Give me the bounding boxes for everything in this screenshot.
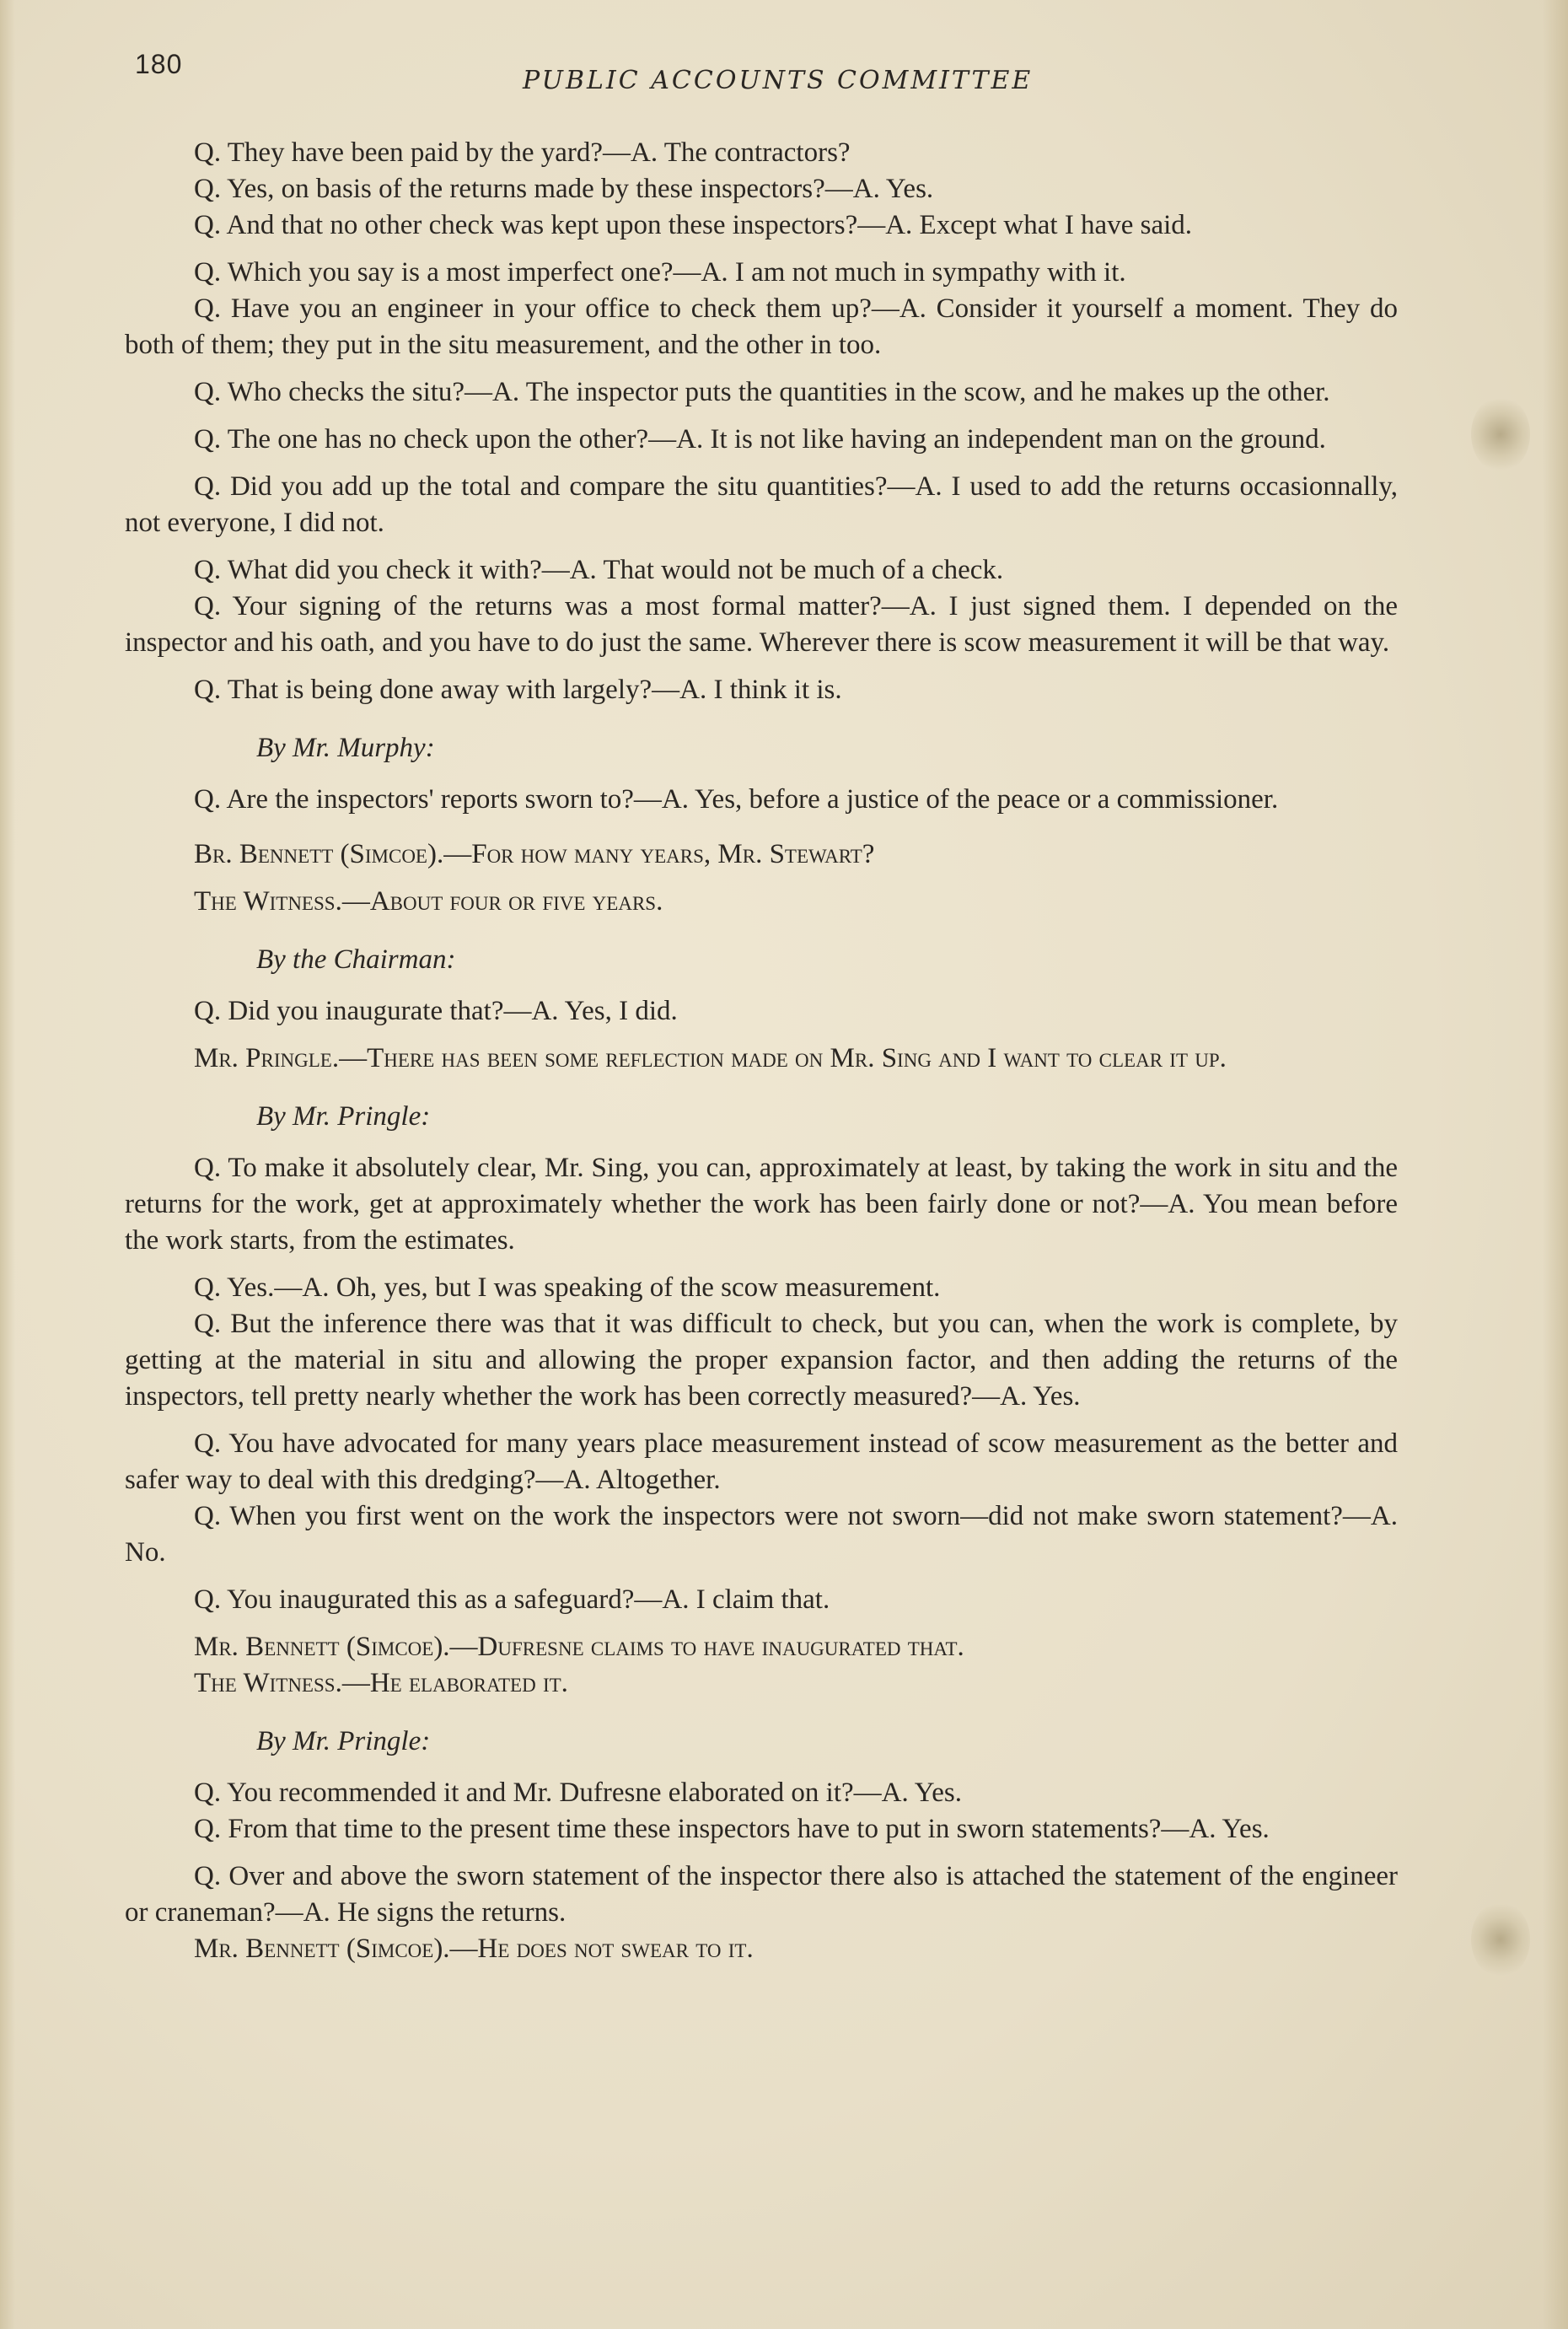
page-number: 180 [135,49,183,79]
speaker-statement: The Witness.—About four or five years. [194,886,663,917]
page-edge-shadow-right [1543,0,1568,2329]
examiner-byline: By Mr. Pringle: [256,1726,431,1756]
speaker-statement: Br. Bennett (Simcoe).—For how many years, Mr. Stewart? [194,839,875,869]
page-header [135,49,1433,100]
transcript-paragraph: Q. Did you inaugurate that?—A. Yes, I did. [194,996,678,1026]
transcript-paragraph: Q. Are the inspectors' reports sworn to?—A. Yes, before a justice of the peace or a commissioner. [194,784,1279,815]
examiner-byline: By Mr. Murphy: [256,733,435,763]
transcript-paragraph: Q. Who checks the situ?—A. The inspector puts the quantities in the scow, and he makes up the other. [194,377,1330,407]
transcript-paragraph: Q. Yes.—A. Oh, yes, but I was speaking of the scow measurement. [194,1272,941,1303]
examiner-byline: By Mr. Pringle: [256,1101,431,1132]
speaker-statement: Mr. Bennett (Simcoe).—He does not swear to it. [194,1934,754,1964]
transcript-paragraph: Q. Have you an engineer in your office to check them up?—A. Consider it yourself a moment. They do both of them; they put in the situ measurement, and the other in too. [125,293,1398,360]
transcript-paragraph: Q. Which you say is a most imperfect one?—A. I am not much in sympathy with it. [194,257,1126,288]
speaker-statement: Mr. Bennett (Simcoe).—Dufresne claims to have inaugurated that. [194,1632,964,1662]
transcript-paragraph: Q. And that no other check was kept upon these inspectors?—A. Except what I have said. [194,210,1193,240]
transcript-paragraph: Q. But the inference there was that it was difficult to check, but you can, when the work is complete, by getting at the material in situ and allowing the proper expansion factor, and then adding the returns of the inspectors, tell pretty nearly whether the work has been correctly measured?—A. Yes. [125,1309,1398,1412]
transcript-paragraph: Q. Yes, on basis of the returns made by these inspectors?—A. Yes. [194,174,934,204]
running-head: PUBLIC ACCOUNTS COMMITTEE [523,66,1034,95]
paper-stain-upper [1471,396,1530,472]
paper-stain-lower [1471,1901,1530,1977]
transcript-body [125,135,1398,1967]
speaker-statement: Mr. Pringle.—There has been some reflection made on Mr. Sing and I want to clear it up. [194,1043,1227,1073]
transcript-paragraph: Q. What did you check it with?—A. That would not be much of a check. [194,555,1004,585]
examiner-byline: By the Chairman: [256,944,456,975]
page-edge-shadow-left [0,0,15,2329]
transcript-paragraph: Q. From that time to the present time these inspectors have to put in sworn statements?—A. Yes. [194,1814,1270,1844]
transcript-paragraph: Q. Your signing of the returns was a most formal matter?—A. I just signed them. I depended on the inspector and his oath, and you have to do just the same. Wherever there is scow measurement it will be that way. [125,591,1398,658]
transcript-paragraph: Q. That is being done away with largely?—A. I think it is. [194,675,842,705]
transcript-paragraph: Q. To make it absolutely clear, Mr. Sing, you can, approximately at least, by taking the work in situ and the returns for the work, get at approximately whether the work has been fairly done or not?—A. You mean before the work starts, from the estimates. [125,1153,1398,1256]
transcript-paragraph: Q. Over and above the sworn statement of the inspector there also is attached the statement of the engineer or craneman?—A. He signs the returns. [125,1861,1398,1928]
speaker-statement: The Witness.—He elaborated it. [194,1668,568,1698]
transcript-paragraph: Q. You have advocated for many years place measurement instead of scow measurement as the better and safer way to deal with this dredging?—A. Altogether. [125,1428,1398,1495]
transcript-paragraph: Q. The one has no check upon the other?—A. It is not like having an independent man on the ground. [194,424,1326,455]
transcript-paragraph: Q. When you first went on the work the inspectors were not sworn—did not make sworn statement?—A. No. [125,1501,1398,1568]
transcript-paragraph: Q. You recommended it and Mr. Dufresne elaborated on it?—A. Yes. [194,1778,963,1808]
transcript-paragraph: Q. Did you add up the total and compare the situ quantities?—A. I used to add the returns occasionnally, not everyone, I did not. [125,471,1398,538]
transcript-paragraph: Q. They have been paid by the yard?—A. The contractors? [194,137,851,168]
transcript-paragraph: Q. You inaugurated this as a safeguard?—A. I claim that. [194,1584,830,1615]
